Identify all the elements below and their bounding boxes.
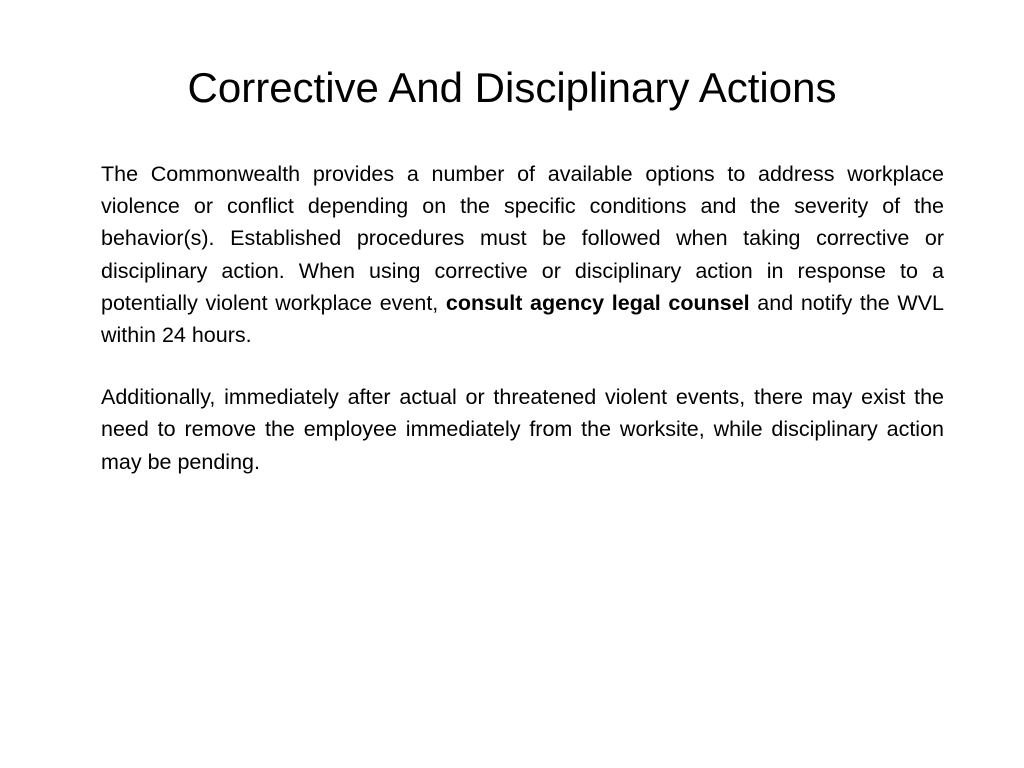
paragraph-options — [101, 158, 944, 351]
paragraph-options-text-start: The Commonwealth provides a number of available options to address workplace violence or conflict depending on the specific conditions and the severity of the behavior(s). Established procedures must be followed when taking corrective or disciplinary action. When using corrective or disciplinary action in response to a potentially violent workplace event, — [101, 162, 944, 315]
slide-title: Corrective And Disciplinary Actions — [187, 64, 837, 111]
slide-body — [101, 158, 944, 478]
legal-counsel-emphasis: consult agency legal counsel — [445, 290, 750, 315]
paragraph-removal: Additionally, immediately after actual or threatened violent events, there may exist the need to remove the employee immediately from the worksite, while disciplinary action may be pending. — [101, 385, 944, 474]
paragraph-options-text-end: and notify the WVL within 24 hours. — [101, 290, 944, 348]
